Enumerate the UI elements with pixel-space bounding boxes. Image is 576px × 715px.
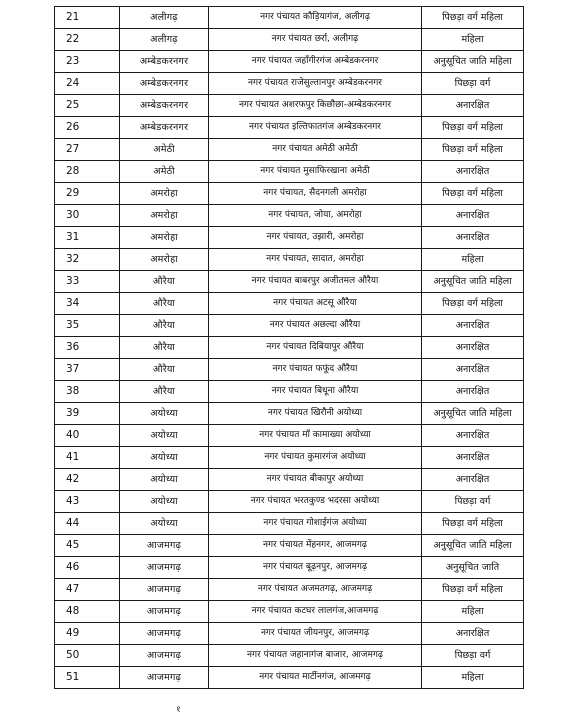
panchayat-name-cell: नगर पंचायत मॉ कामाख्या अयोध्या (209, 425, 422, 447)
table-row (55, 645, 524, 667)
reservation-category-cell: पिछड़ा वर्ग (422, 491, 524, 513)
panchayat-name-cell: नगर पंचायत इल्तिफातगंज अम्बेडकरनगर (209, 117, 422, 139)
serial-number-cell: 42 (55, 469, 120, 491)
panchayat-name-cell: नगर पंचायत, सादात, अमरोहा (209, 249, 422, 271)
reservation-category-cell: अनुसूचित जाति महिला (422, 51, 524, 73)
serial-number-cell: 40 (55, 425, 120, 447)
panchayat-name-cell: नगर पंचायत, सैदनगली अमरोहा (209, 183, 422, 205)
district-cell: अमेठी (120, 161, 209, 183)
district-cell: अयोध्या (120, 425, 209, 447)
reservation-category-cell: पिछड़ा वर्ग महिला (422, 117, 524, 139)
panchayat-name-cell: नगर पंचायत जहाँगीरगंज अम्बेडकरनगर (209, 51, 422, 73)
serial-number-cell: 35 (55, 315, 120, 337)
district-cell: आजमगढ़ (120, 535, 209, 557)
reservation-table (54, 6, 524, 689)
district-cell: औरैया (120, 359, 209, 381)
reservation-category-cell: महिला (422, 667, 524, 689)
serial-number-cell: 50 (55, 645, 120, 667)
table-row (55, 623, 524, 645)
table-row (55, 183, 524, 205)
panchayat-name-cell: नगर पंचायत अशरफपुर किछौछा-अम्बेडकरनगर (209, 95, 422, 117)
table-row (55, 51, 524, 73)
panchayat-name-cell: नगर पंचायत अटसू औरैया (209, 293, 422, 315)
district-cell: अमरोहा (120, 249, 209, 271)
reservation-category-cell: अनारक्षित (422, 95, 524, 117)
district-cell: अम्बेडकरनगर (120, 51, 209, 73)
serial-number-cell: 51 (55, 667, 120, 689)
panchayat-name-cell: नगर पंचायत राजेसुल्तानपुर अम्बेडकरनगर (209, 73, 422, 95)
serial-number-cell: 29 (55, 183, 120, 205)
serial-number-cell: 28 (55, 161, 120, 183)
district-cell: आजमगढ़ (120, 601, 209, 623)
panchayat-name-cell: नगर पंचायत जीयनपुर, आजमगढ़ (209, 623, 422, 645)
serial-number-cell: 44 (55, 513, 120, 535)
table-row (55, 249, 524, 271)
district-cell: अयोध्या (120, 403, 209, 425)
table-row (55, 293, 524, 315)
panchayat-name-cell: नगर पंचायत भरतकुण्ड भदरसा अयोध्या (209, 491, 422, 513)
serial-number-cell: 38 (55, 381, 120, 403)
district-cell: अमरोहा (120, 227, 209, 249)
reservation-category-cell: अनारक्षित (422, 315, 524, 337)
table-row (55, 513, 524, 535)
reservation-category-cell: अनुसूचित जाति महिला (422, 271, 524, 293)
serial-number-cell: 21 (55, 7, 120, 29)
reservation-category-cell: अनुसूचित जाति (422, 557, 524, 579)
district-cell: अलीगढ़ (120, 7, 209, 29)
reservation-category-cell: अनारक्षित (422, 227, 524, 249)
table-row (55, 117, 524, 139)
district-cell: अमरोहा (120, 205, 209, 227)
district-cell: आजमगढ़ (120, 579, 209, 601)
table-row (55, 205, 524, 227)
panchayat-name-cell: नगर पंचायत बूढ़नपुर, आजमगढ़ (209, 557, 422, 579)
serial-number-cell: 41 (55, 447, 120, 469)
district-cell: औरैया (120, 315, 209, 337)
table-row (55, 7, 524, 29)
district-cell: आजमगढ़ (120, 623, 209, 645)
table-row (55, 491, 524, 513)
reservation-category-cell: महिला (422, 249, 524, 271)
district-cell: अयोध्या (120, 491, 209, 513)
district-cell: अमेठी (120, 139, 209, 161)
panchayat-name-cell: नगर पंचायत अछल्दा औरैया (209, 315, 422, 337)
reservation-category-cell: पिछड़ा वर्ग महिला (422, 139, 524, 161)
table-row (55, 315, 524, 337)
serial-number-cell: 49 (55, 623, 120, 645)
serial-number-cell: 36 (55, 337, 120, 359)
reservation-category-cell: अनारक्षित (422, 161, 524, 183)
serial-number-cell: 24 (55, 73, 120, 95)
table-row (55, 381, 524, 403)
table-row (55, 95, 524, 117)
serial-number-cell: 26 (55, 117, 120, 139)
serial-number-cell: 48 (55, 601, 120, 623)
table-row (55, 535, 524, 557)
panchayat-name-cell: नगर पंचायत, उझारी, अमरोहा (209, 227, 422, 249)
panchayat-name-cell: नगर पंचायत मुसाफिरखाना अमेठी (209, 161, 422, 183)
table-row (55, 557, 524, 579)
table-row (55, 161, 524, 183)
panchayat-name-cell: नगर पंचायत गोशाईगंज अयोध्या (209, 513, 422, 535)
page-number: १ (176, 705, 181, 715)
reservation-category-cell: अनारक्षित (422, 359, 524, 381)
panchayat-name-cell: नगर पंचायत कुमारगंज अयोध्या (209, 447, 422, 469)
panchayat-name-cell: नगर पंचायत, जोया, अमरोहा (209, 205, 422, 227)
reservation-category-cell: अनारक्षित (422, 205, 524, 227)
panchayat-name-cell: नगर पंचायत अजमतगढ़, आजमगढ़ (209, 579, 422, 601)
table-row (55, 29, 524, 51)
serial-number-cell: 33 (55, 271, 120, 293)
serial-number-cell: 37 (55, 359, 120, 381)
serial-number-cell: 45 (55, 535, 120, 557)
district-cell: औरैया (120, 381, 209, 403)
reservation-category-cell: अनारक्षित (422, 469, 524, 491)
reservation-category-cell: अनारक्षित (422, 381, 524, 403)
serial-number-cell: 46 (55, 557, 120, 579)
district-cell: अयोध्या (120, 447, 209, 469)
reservation-category-cell: अनारक्षित (422, 623, 524, 645)
table-row (55, 227, 524, 249)
serial-number-cell: 31 (55, 227, 120, 249)
district-cell: औरैया (120, 337, 209, 359)
district-cell: अम्बेडकरनगर (120, 73, 209, 95)
table-row (55, 447, 524, 469)
reservation-category-cell: पिछड़ा वर्ग महिला (422, 513, 524, 535)
reservation-category-cell: अनारक्षित (422, 337, 524, 359)
district-cell: अयोध्या (120, 469, 209, 491)
serial-number-cell: 47 (55, 579, 120, 601)
panchayat-name-cell: नगर पंचायत छर्रा, अलीगढ़ (209, 29, 422, 51)
serial-number-cell: 23 (55, 51, 120, 73)
table-row (55, 667, 524, 689)
table-body (55, 7, 524, 689)
panchayat-name-cell: नगर पंचायत बिधूना औरैया (209, 381, 422, 403)
panchayat-name-cell: नगर पंचायत जहानागंज बाजार, आजमगढ़ (209, 645, 422, 667)
reservation-category-cell: महिला (422, 29, 524, 51)
district-cell: अम्बेडकरनगर (120, 117, 209, 139)
district-cell: अलीगढ़ (120, 29, 209, 51)
district-cell: अयोध्या (120, 513, 209, 535)
district-cell: आजमगढ़ (120, 667, 209, 689)
table-row (55, 403, 524, 425)
panchayat-name-cell: नगर पंचायत बीकापुर अयोध्या (209, 469, 422, 491)
serial-number-cell: 22 (55, 29, 120, 51)
table-row (55, 337, 524, 359)
reservation-category-cell: पिछड़ा वर्ग (422, 645, 524, 667)
table-row (55, 359, 524, 381)
panchayat-name-cell: नगर पंचायत कौड़ियागंज, अलीगढ़ (209, 7, 422, 29)
table-row (55, 469, 524, 491)
table-row (55, 579, 524, 601)
reservation-category-cell: अनारक्षित (422, 425, 524, 447)
serial-number-cell: 27 (55, 139, 120, 161)
panchayat-name-cell: नगर पंचायत फफूंद औरैया (209, 359, 422, 381)
panchayat-name-cell: नगर पंचायत अमेठी अमेठी (209, 139, 422, 161)
reservation-category-cell: पिछड़ा वर्ग (422, 73, 524, 95)
panchayat-name-cell: नगर पंचायत मेंहनगर, आजमगढ़ (209, 535, 422, 557)
serial-number-cell: 34 (55, 293, 120, 315)
serial-number-cell: 30 (55, 205, 120, 227)
serial-number-cell: 32 (55, 249, 120, 271)
table-row (55, 73, 524, 95)
reservation-category-cell: महिला (422, 601, 524, 623)
serial-number-cell: 25 (55, 95, 120, 117)
panchayat-name-cell: नगर पंचायत बाबरपुर अजीतमल औरैया (209, 271, 422, 293)
table-row (55, 271, 524, 293)
table-row (55, 139, 524, 161)
panchayat-name-cell: नगर पंचायत कटघर लालगंज,आजमगढ़ (209, 601, 422, 623)
district-cell: अम्बेडकरनगर (120, 95, 209, 117)
district-cell: आजमगढ़ (120, 557, 209, 579)
panchayat-name-cell: नगर पंचायत खिरौनी अयोध्या (209, 403, 422, 425)
reservation-category-cell: पिछड़ा वर्ग महिला (422, 293, 524, 315)
table-row (55, 425, 524, 447)
panchayat-name-cell: नगर पंचायत दिबियापुर औरैया (209, 337, 422, 359)
reservation-category-cell: अनुसूचित जाति महिला (422, 535, 524, 557)
serial-number-cell: 39 (55, 403, 120, 425)
reservation-category-cell: अनारक्षित (422, 447, 524, 469)
district-cell: अमरोहा (120, 183, 209, 205)
reservation-category-cell: पिछड़ा वर्ग महिला (422, 579, 524, 601)
reservation-category-cell: पिछड़ा वर्ग महिला (422, 183, 524, 205)
district-cell: आजमगढ़ (120, 645, 209, 667)
district-cell: औरैया (120, 293, 209, 315)
serial-number-cell: 43 (55, 491, 120, 513)
district-cell: औरैया (120, 271, 209, 293)
reservation-category-cell: पिछड़ा वर्ग महिला (422, 7, 524, 29)
panchayat-name-cell: नगर पंचायत मार्टीनगंज, आजमगढ़ (209, 667, 422, 689)
table-row (55, 601, 524, 623)
reservation-category-cell: अनुसूचित जाति महिला (422, 403, 524, 425)
